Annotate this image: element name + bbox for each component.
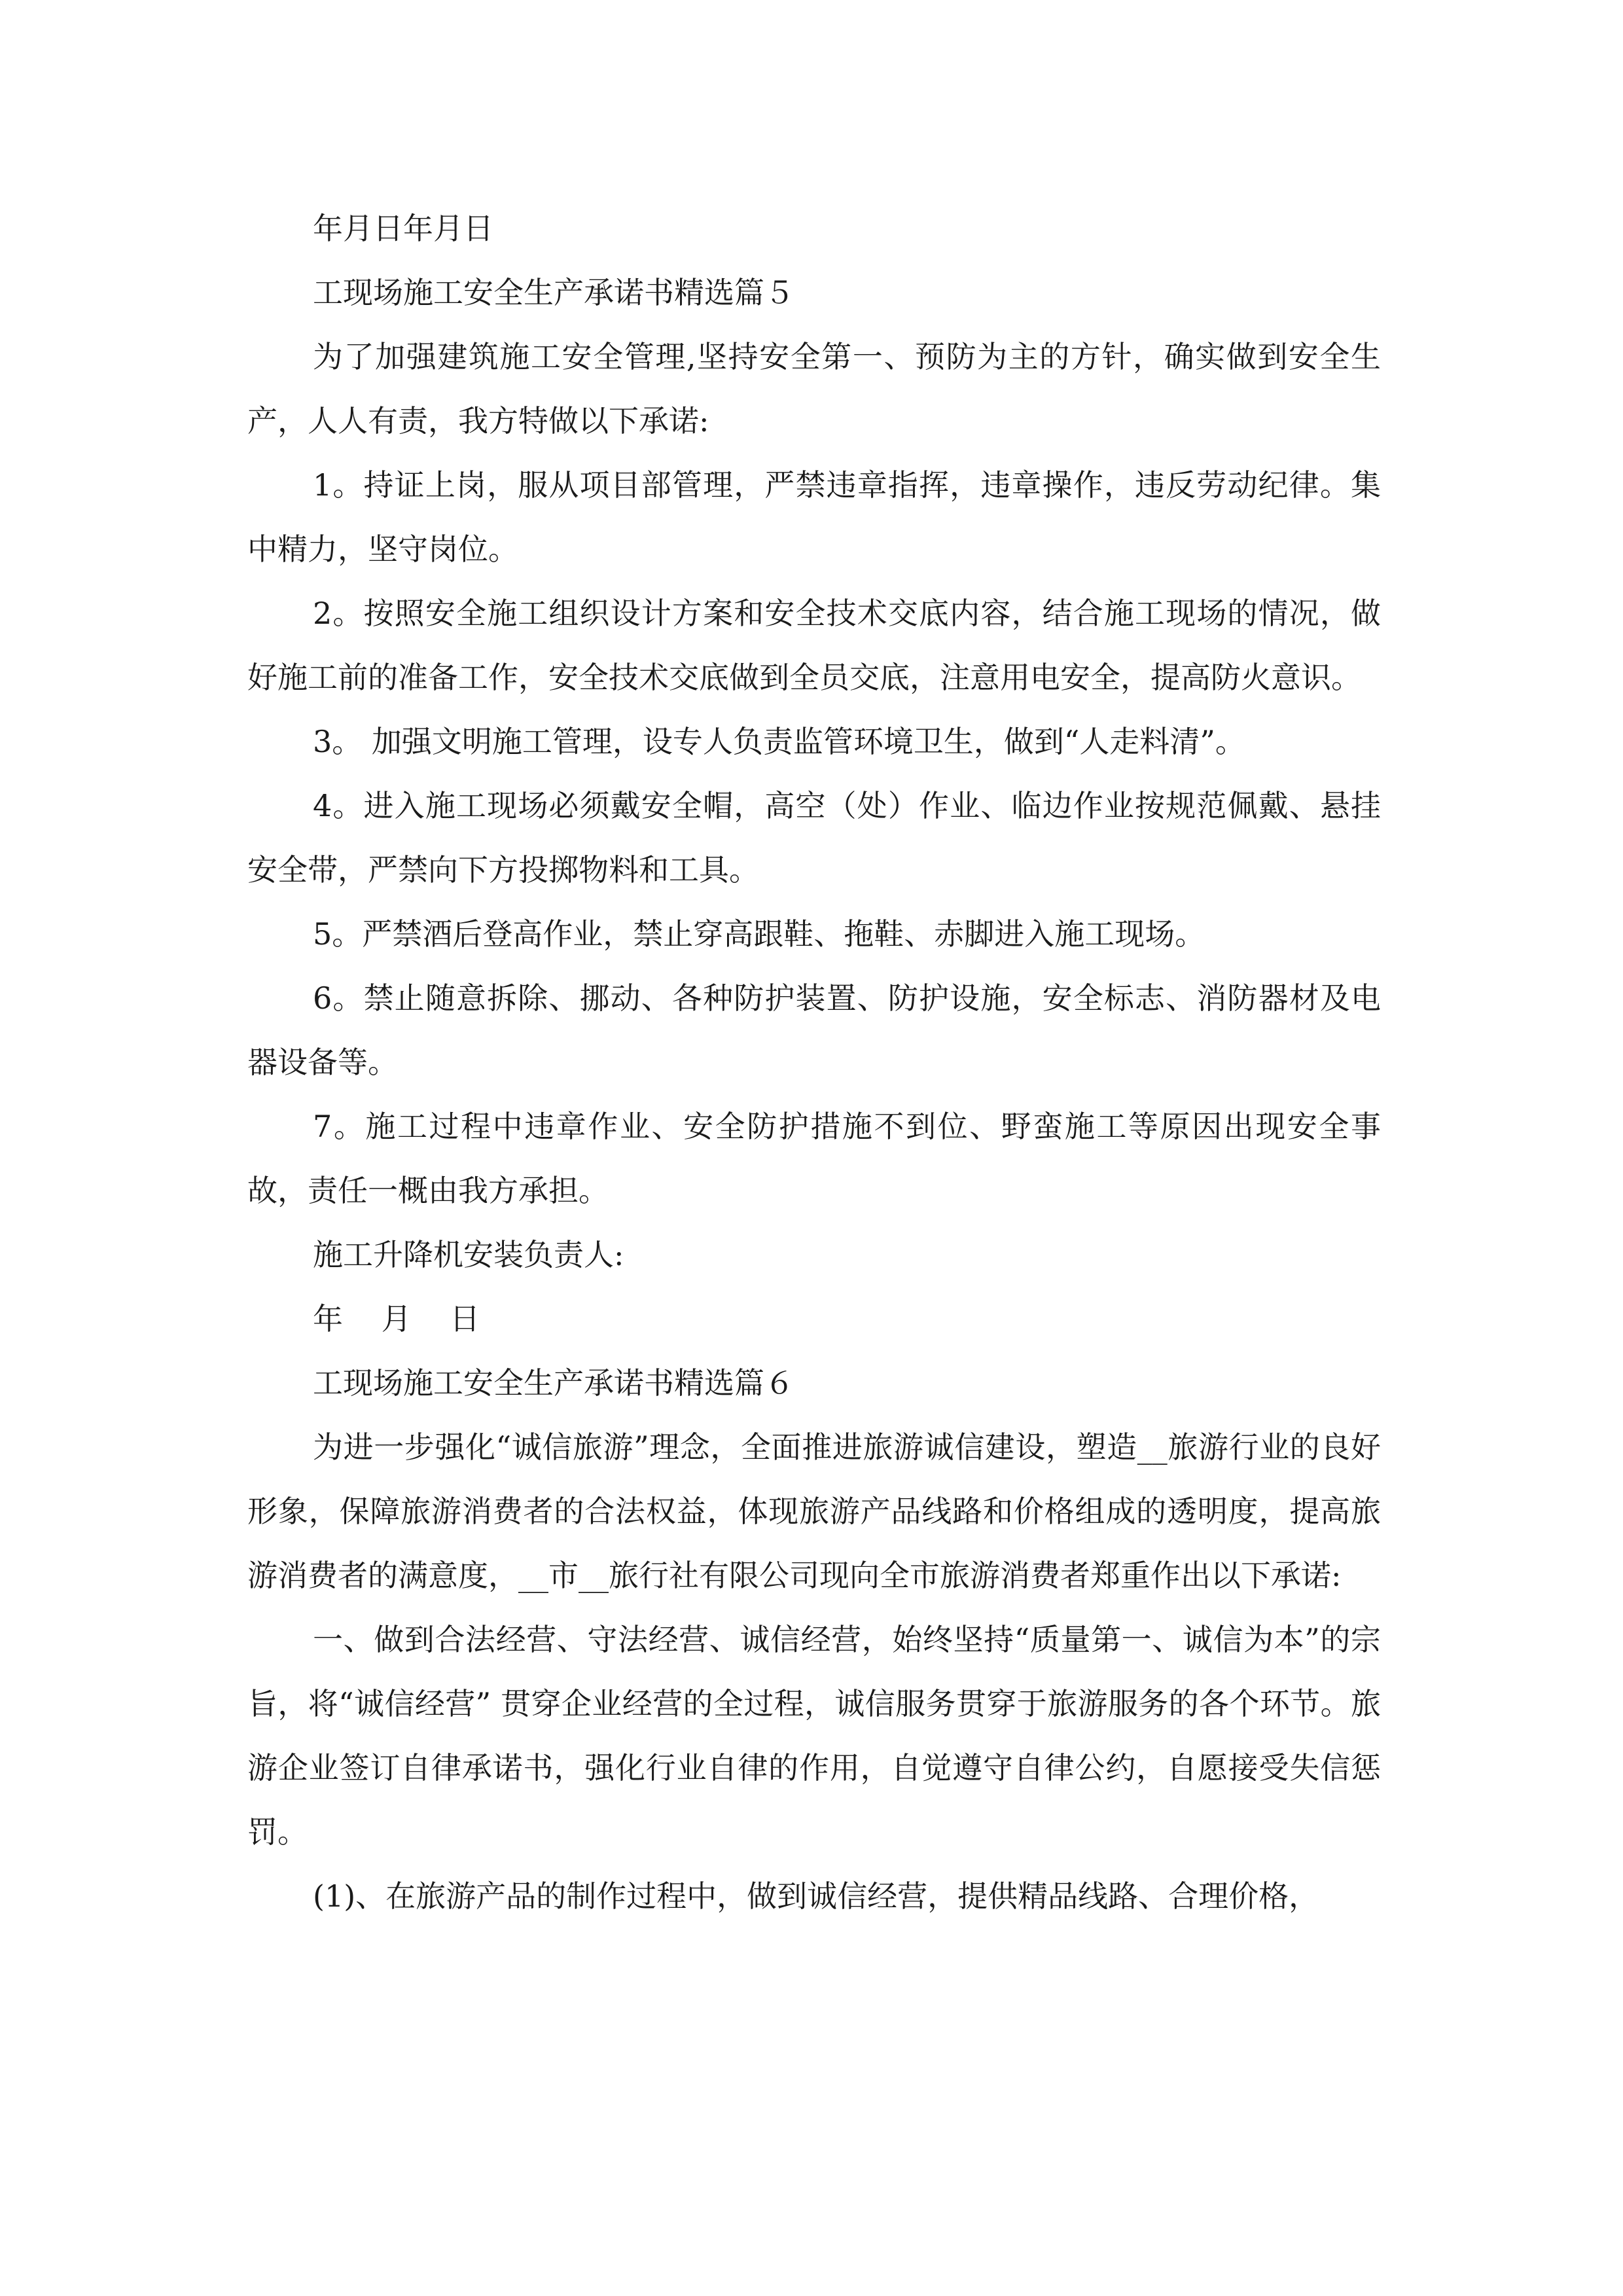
commitment-item-1: 1。持证上岗，服从项目部管理，严禁违章指挥，违章操作，违反劳动纪律。集中精力，坚守岗位。 — [247, 467, 1381, 567]
tourism-subitem-1: (1)、在旅游产品的制作过程中，做到诚信经营，提供精品线路、合理价格， — [313, 1878, 1319, 1914]
commitment-item-5: 5。严禁酒后登高作业，禁止穿高跟鞋、拖鞋、赤脚进入施工现场。 — [313, 916, 1205, 952]
signature-date: 年 月 日 — [313, 1301, 495, 1336]
commitment-item-7: 7。施工过程中违章作业、安全防护措施不到位、野蛮施工等原因出现安全事故，责任一概由我方承担。 — [247, 1109, 1381, 1208]
date-line: 年月日年月日 — [313, 211, 493, 246]
section-heading-6: 工现场施工安全生产承诺书精选篇６ — [313, 1365, 794, 1401]
section-heading-5: 工现场施工安全生产承诺书精选篇５ — [313, 275, 794, 310]
tourism-commitment-1: 一、做到合法经营、守法经营、诚信经营，始终坚持“质量第一、诚信为本”的宗旨，将“诚信经营” 贯穿企业经营的全过程，诚信服务贯穿于旅游服务的各个环节。旅游企业签订自律承诺书，强化行业自律的作用，自觉遵守自律公约，自愿接受失信惩罚。 — [247, 1622, 1381, 1850]
signature-label: 施工升降机安装负责人: — [313, 1237, 624, 1272]
tourism-intro-paragraph: 为进一步强化“诚信旅游”理念，全面推进旅游诚信建设，塑造__旅游行业的良好形象，保障旅游消费者的合法权益，体现旅游产品线路和价格组成的透明度，提高旅游消费者的满意度，__市__旅行社有限公司现向全市旅游消费者郑重作出以下承诺: — [247, 1429, 1381, 1593]
commitment-item-3: 3。 加强文明施工管理，设专人负责监管环境卫生，做到“人走料清”。 — [313, 724, 1245, 759]
commitment-item-6: 6。禁止随意拆除、挪动、各种防护装置、防护设施，安全标志、消防器材及电器设备等。 — [247, 980, 1381, 1080]
document-body — [247, 196, 1381, 1928]
commitment-item-4: 4。进入施工现场必须戴安全帽，高空（处）作业、临边作业按规范佩戴、悬挂安全带，严禁向下方投掷物料和工具。 — [247, 788, 1381, 888]
intro-paragraph: 为了加强建筑施工安全管理,坚持安全第一、预防为主的方针，确实做到安全生产，人人有责，我方特做以下承诺: — [247, 339, 1381, 439]
commitment-item-2: 2。按照安全施工组织设计方案和安全技术交底内容，结合施工现场的情况，做好施工前的准备工作，安全技术交底做到全员交底，注意用电安全，提高防火意识。 — [247, 596, 1381, 695]
